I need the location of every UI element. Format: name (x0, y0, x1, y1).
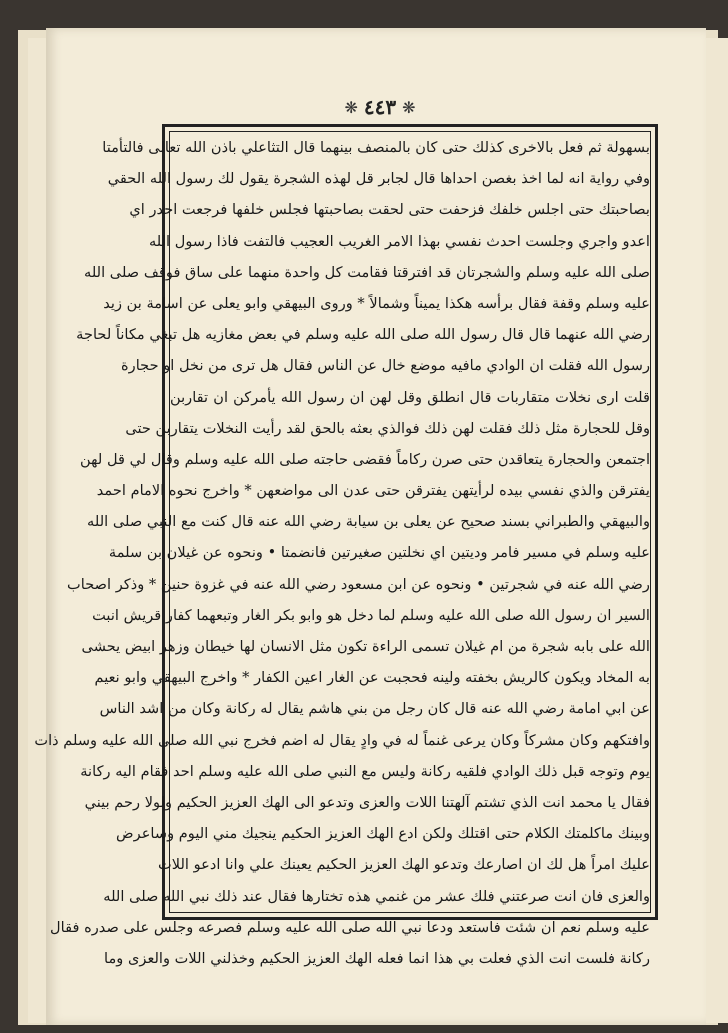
text-line: بصاحبتك حتى اجلس خلفك فزحفت حتى لحقت بصاحبتها فجلس خلفها فرجعت احدر اي (129, 201, 650, 219)
text-line: يوم وتوجه قبل ذلك الوادي فلقيه ركانة وليس مع النبي صلى الله عليه وسلم احد فقام اليه ركانة (80, 762, 650, 780)
text-line: وبينك ماكلمتك الكلام حتى اقتلك ولكن ادع الهك العزيز الحكيم ينجيك مني اليوم وساعرض (116, 825, 650, 843)
text-line: اجتمعن والحجارة يتعاقدن حتى صرن ركاماً فقضى حاجته صلى الله عليه وسلم وقال لي قل لهن (80, 450, 650, 468)
text-line: عن ابي امامة رضي الله عنه قال كان رجل من بني هاشم يقال له ركانة وكان من اشد الناس (99, 700, 650, 718)
text-line: اعدو واجري وجلست احدث نفسي بهذا الامر الغريب العجيب فالتفت فاذا رسول الله (148, 232, 650, 250)
page-header (300, 94, 460, 120)
text-line: صلى الله عليه وسلم والشجرتان قد افترقتا فقامت كل واحدة منهما على ساق فوقف صلى الله (84, 263, 650, 281)
text-line: رضي الله عنهما قال قال رسول الله صلى الله عليه وسلم في بعض مغازيه هل تبغي مكاناً لحاجة (76, 326, 650, 344)
text-line: والعزى فان انت صرعتني فلك عشر من غنمي هذه تختارها فقال عند ذلك نبي الله صلى الله (103, 887, 650, 905)
text-line: وفي رواية انه لما اخذ بغصن احداها قال لجابر قل لهذه الشجرة يقول لك رسول الله الحقي (107, 170, 650, 188)
ornament-right-icon: ❋ (402, 97, 416, 117)
text-line: عليه وسلم وقفة فقال برأسه هكذا يميناً وشمالاً * وروى البيهقي وابو يعلى عن اسامة بن زيد (103, 294, 650, 312)
text-line: السير ان رسول الله صلى الله عليه وسلم لما دخل هو وابو بكر الغار وتبعهما كفار قريش انبت (92, 606, 650, 624)
text-line: الله على بابه شجرة من ام غيلان تسمى الراءة تكون مثل الانسان لها خيطان وزهر ابيض يحشى (81, 638, 650, 655)
text-line: والبيهقي والطبراني بسند صحيح عن يعلى بن سيابة رضي الله عنه قال كنت مع النبي صلى الله (87, 513, 650, 531)
text-line: عليك امراً هل لك ان اصارعك وتدعو الهك العزيز الحكيم يعينك علي وانا ادعو اللات (158, 856, 650, 874)
body-text (34, 132, 650, 967)
text-line: وقل للحجارة مثل ذلك فقلت لهن ذلك فوالذي بعثه بالحق لقد رأيت النخلات يتقاربن حتى (125, 419, 650, 437)
text-line: فقال يا محمد انت الذي تشتم آلهتنا اللات والعزى وتدعو الى الهك العزيز الحكيم ولولا رحم بيني (84, 793, 650, 811)
ornament-left-icon: ❋ (344, 97, 358, 117)
page-number: ٤٤٣ (363, 95, 397, 119)
text-line: قلت ارى نخلات متقاربات قال انطلق وقل لهن ان رسول الله يأمركن ان تقاربن (170, 388, 650, 406)
text-line: رضي الله عنه في شجرتين • ونحوه عن ابن مسعود رضي الله عنه في غزوة حنين * وذكر اصحاب (67, 575, 650, 593)
text-line: عليه وسلم نعم ان شئت فاستعد ودعا نبي الله صلى الله عليه وسلم فصرعه وجلس على صدره فقال (50, 918, 650, 936)
text-line: بسهولة ثم فعل بالاخرى كذلك حتى كان بالمنصف بينهما قال التثاعلي باذن الله تعالى فالتأمتا (102, 139, 650, 156)
text-line: ركانة فلست انت الذي فعلت بي هذا انما فعله الهك العزيز الحكيم وخذلني اللات والعزى وما (104, 949, 650, 967)
text-line: يفترقن والذي نفسي بيده لرأيتهن يفترقن حتى عدن الى مواضعهن * واخرج نحوه الامام احمد (96, 482, 650, 500)
text-line: به المخاد ويكون كالريش بخفته ولينه فحجبت عن الغار اعين الكفار * واخرج البيهقي وابو نعيم (94, 669, 650, 687)
text-line: رسول الله فقلت ان الوادي مافيه موضع خال عن الناس فقال هل ترى من نخل او حجارة (121, 357, 650, 375)
text-line: وافتكهم وكان مشركاً وكان يرعى غنماً له في وادٍ يقال له اضم فخرج نبي الله صلى الله عليه وسلم ذات (34, 731, 650, 749)
text-line: عليه وسلم في مسير فامر وديتين اي نخلتين صغيرتين فانضمتا • ونحوه عن غيلان بن سلمة (108, 544, 650, 562)
